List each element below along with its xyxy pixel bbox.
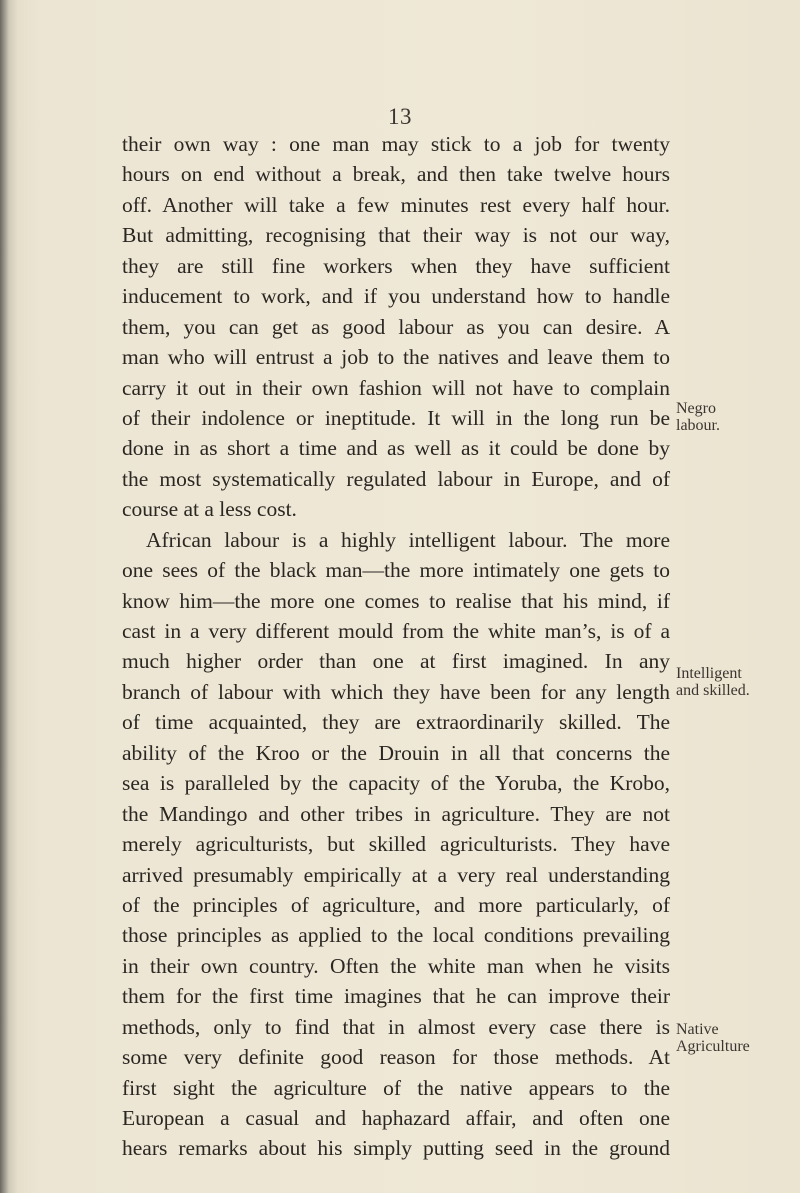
sidenote-line: and skilled. xyxy=(676,682,750,699)
text-line: they are still fine workers when they have sufficient xyxy=(122,253,670,278)
sidenote-line: Native xyxy=(676,1021,719,1038)
text-line: one sees of the black man—the more intimately one gets to xyxy=(122,558,670,583)
sidenote-line: Agriculture xyxy=(676,1038,750,1055)
page-number: 13 xyxy=(388,104,412,129)
text-line: sea is paralleled by the capacity of the Yoruba, the Krobo, xyxy=(122,771,670,796)
text-line: them, you can get as good labour as you can desire. A xyxy=(122,314,670,339)
sidenote-negro-labour xyxy=(676,400,720,434)
text-line: them for the first time imagines that he can improve their xyxy=(122,984,670,1009)
text-line: hears remarks about his simply putting seed in the ground xyxy=(122,1136,670,1161)
text-line: hours on end without a break, and then take twelve hours xyxy=(122,162,670,187)
text-line: of their indolence or ineptitude. It will in the long run be xyxy=(122,405,670,430)
text-line: those principles as applied to the local conditions prevailing xyxy=(122,923,670,948)
text-line: their own way : one man may stick to a job for twenty xyxy=(122,132,670,156)
text-line: much higher order than one at first imagined. In any xyxy=(122,649,670,674)
paragraph-first-line: African labour is a highly intelligent labour. The more xyxy=(146,527,670,552)
text-line: the most systematically regulated labour in Europe, and of xyxy=(122,466,670,491)
text-line: European a casual and haphazard affair, and often one xyxy=(122,1106,670,1130)
text-line: inducement to work, and if you understand how to handle xyxy=(122,284,670,309)
text-line: off. Another will take a few minutes rest every half hour. xyxy=(122,192,670,217)
text-line: of the principles of agriculture, and more particularly, of xyxy=(122,892,670,917)
text-line: some very definite good reason for those methods. At xyxy=(122,1045,670,1070)
sidenote-line: Intelligent xyxy=(676,665,742,682)
text-line: in their own country. Often the white man when he visits xyxy=(122,953,670,978)
text-line: first sight the agriculture of the native appears to the xyxy=(122,1075,670,1100)
text-line: branch of labour with which they have been for any length xyxy=(122,679,670,704)
sidenote-intelligent-skilled xyxy=(676,665,750,699)
text-line: ability of the Kroo or the Drouin in all that concerns the xyxy=(122,740,670,765)
text-line: merely agriculturists, but skilled agriculturists. They have xyxy=(122,832,670,857)
text-line: man who will entrust a job to the natives and leave them to xyxy=(122,345,670,370)
text-line: know him—the more one comes to realise that his mind, if xyxy=(122,588,670,613)
text-line: done in as short a time and as well as it could be done by xyxy=(122,436,670,461)
text-line: But admitting, recognising that their way is not our way, xyxy=(122,223,670,248)
text-line: the Mandingo and other tribes in agriculture. They are not xyxy=(122,801,670,826)
text-line: cast in a very different mould from the white man’s, is of a xyxy=(122,619,670,643)
text-line: of time acquainted, they are extraordinarily skilled. The xyxy=(122,710,670,735)
text-line: arrived presumably empirically at a very real understanding xyxy=(122,862,670,887)
text-line: course at a less cost. xyxy=(122,497,297,522)
text-line: methods, only to find that in almost every case there is xyxy=(122,1014,670,1039)
sidenote-line: labour. xyxy=(676,417,720,434)
body-text xyxy=(122,129,670,1164)
text-line: carry it out in their own fashion will not have to complain xyxy=(122,375,670,400)
sidenote-line: Negro xyxy=(676,400,716,417)
sidenote-native-agriculture xyxy=(676,1021,750,1055)
